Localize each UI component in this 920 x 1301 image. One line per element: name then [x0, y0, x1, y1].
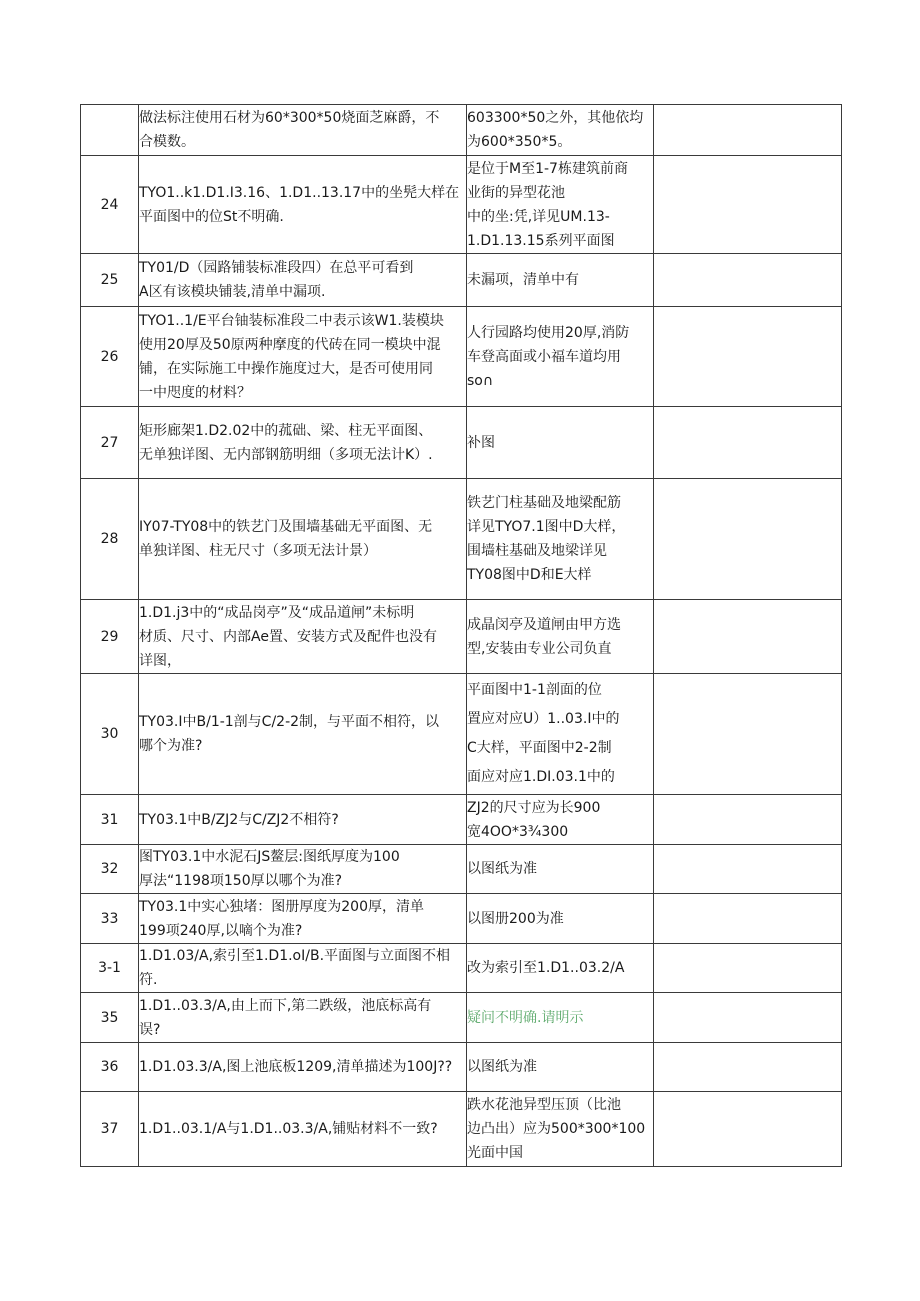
question-cell: 1.D1..03.1/A与1.D1..03.3/A,铺贴材料不一致? — [139, 1092, 467, 1167]
table-row — [81, 993, 842, 1043]
question-cell: TY01/D（园路铺装标准段四）在总平可看到 A区有该模块铺装,清单中漏项. — [139, 254, 467, 307]
remark-cell — [654, 845, 842, 894]
question-cell: 做法标注使用石材为60*300*50烧面芝麻爵，不 合模数。 — [139, 105, 467, 156]
question-cell: TYO1..k1.D1.I3.16、1.D1..13.17中的坐髡大样在 平面图中的位St不明确. — [139, 156, 467, 254]
remark-cell — [654, 944, 842, 993]
question-cell: 1.D1..03.3/A,由上而下,第二跌级，池底标高有 误? — [139, 993, 467, 1043]
row-number: 37 — [81, 1092, 139, 1167]
row-number: 30 — [81, 674, 139, 795]
row-number: 27 — [81, 407, 139, 479]
row-number: 25 — [81, 254, 139, 307]
row-number: 31 — [81, 795, 139, 845]
answer-cell: 未漏项，清单中有 — [467, 254, 654, 307]
question-cell: 1.D1.j3中的“成品岗亭”及“成品道闸”未标明 材质、尺寸、内部Ae置、安装方式及配件也没有 详图， — [139, 600, 467, 674]
answer-cell: 补图 — [467, 407, 654, 479]
answer-cell: 平面图中1-1剖面的位 置应对应U）1..03.I中的 C大样，平面图中2-2制 面应对应1.DI.03.1中的 — [467, 674, 654, 795]
table-row — [81, 105, 842, 156]
answer-cell: ZJ2的尺寸应为长900 宽4OO*3¾300 — [467, 795, 654, 845]
table-row — [81, 600, 842, 674]
answer-cell: 改为索引至1.D1..03.2/A — [467, 944, 654, 993]
question-cell: 矩形廊架1.D2.02中的菰础、梁、柱无平面图、 无单独详图、无内部钢筋明细（多项无法计K）. — [139, 407, 467, 479]
row-number — [81, 105, 139, 156]
table-row — [81, 307, 842, 407]
question-cell: 1.D1.03/A,索引至1.D1.oI/B.平面图与立面图不相 符. — [139, 944, 467, 993]
remark-cell — [654, 156, 842, 254]
question-cell: IY07-TY08中的铁艺门及围墙基础无平面图、无 单独详图、柱无尺寸（多项无法计景） — [139, 479, 467, 600]
table-row — [81, 407, 842, 479]
table-row — [81, 944, 842, 993]
answer-cell: 以图册200为准 — [467, 894, 654, 944]
row-number: 29 — [81, 600, 139, 674]
answer-cell: 疑问不明确.请明示 — [467, 993, 654, 1043]
question-cell: TY03.I中B/1-1剖与C/2-2制，与平面不相符，以 哪个为准? — [139, 674, 467, 795]
remark-cell — [654, 479, 842, 600]
answer-cell: 603300*50之外，其他依均 为600*350*5。 — [467, 105, 654, 156]
question-cell: 图TY03.1中水泥石JS鳌层:图纸厚度为100 厚法“1198项150厚以哪个为准? — [139, 845, 467, 894]
table-row — [81, 795, 842, 845]
remark-cell — [654, 407, 842, 479]
table-row — [81, 1043, 842, 1092]
remark-cell — [654, 1043, 842, 1092]
question-cell: TY03.1中B/ZJ2与C/ZJ2不相符? — [139, 795, 467, 845]
row-number: 24 — [81, 156, 139, 254]
table-row — [81, 894, 842, 944]
remark-cell — [654, 795, 842, 845]
answer-cell: 铁艺门柱基础及地梁配筋 详见TYO7.1图中D大样， 围墙柱基础及地梁详见 TY08图中D和E大样 — [467, 479, 654, 600]
table-row — [81, 156, 842, 254]
remark-cell — [654, 1092, 842, 1167]
table-row — [81, 254, 842, 307]
answer-cell: 以图纸为准 — [467, 1043, 654, 1092]
remark-cell — [654, 894, 842, 944]
row-number: 36 — [81, 1043, 139, 1092]
table-row — [81, 1092, 842, 1167]
table-row — [81, 479, 842, 600]
remark-cell — [654, 674, 842, 795]
question-cell: 1.D1.03.3/A,图上池底板1209,清单描述为100J?? — [139, 1043, 467, 1092]
row-number: 35 — [81, 993, 139, 1043]
row-number: 3-1 — [81, 944, 139, 993]
question-cell: TY03.1中实心独堵：图册厚度为200厚，清单 199项240厚,以嘀个为准? — [139, 894, 467, 944]
row-number: 32 — [81, 845, 139, 894]
remark-cell — [654, 600, 842, 674]
row-number: 33 — [81, 894, 139, 944]
remark-cell — [654, 307, 842, 407]
remark-cell — [654, 993, 842, 1043]
answer-cell: 是位于M至1-7栋建筑前商 业街的异型花池 中的坐:凭,详见UM.13- 1.D1.13.15系列平面图 — [467, 156, 654, 254]
question-cell: TYO1..1/E平台铀装标准段二中表示该W1.装模块 使用20厚及50原两种摩度的代砖在同一模块中混 铺，在实际施工中操作施度过大，是否可使用同 一中咫度的材料？ — [139, 307, 467, 407]
answer-cell: 以图纸为准 — [467, 845, 654, 894]
table-row — [81, 845, 842, 894]
remark-cell — [654, 254, 842, 307]
answer-cell: 跌水花池异型压顶（比池 边凸出）应为500*300*100 光面中国 — [467, 1092, 654, 1167]
remark-cell — [654, 105, 842, 156]
answer-cell: 人行园路均使用20厚,消防 车登高面或小福车道均用 so∩ — [467, 307, 654, 407]
answer-cell: 成晶闵亭及道闸由甲方选 型,安装由专业公司负直 — [467, 600, 654, 674]
review-table — [80, 104, 842, 1167]
row-number: 28 — [81, 479, 139, 600]
table-row — [81, 674, 842, 795]
row-number: 26 — [81, 307, 139, 407]
